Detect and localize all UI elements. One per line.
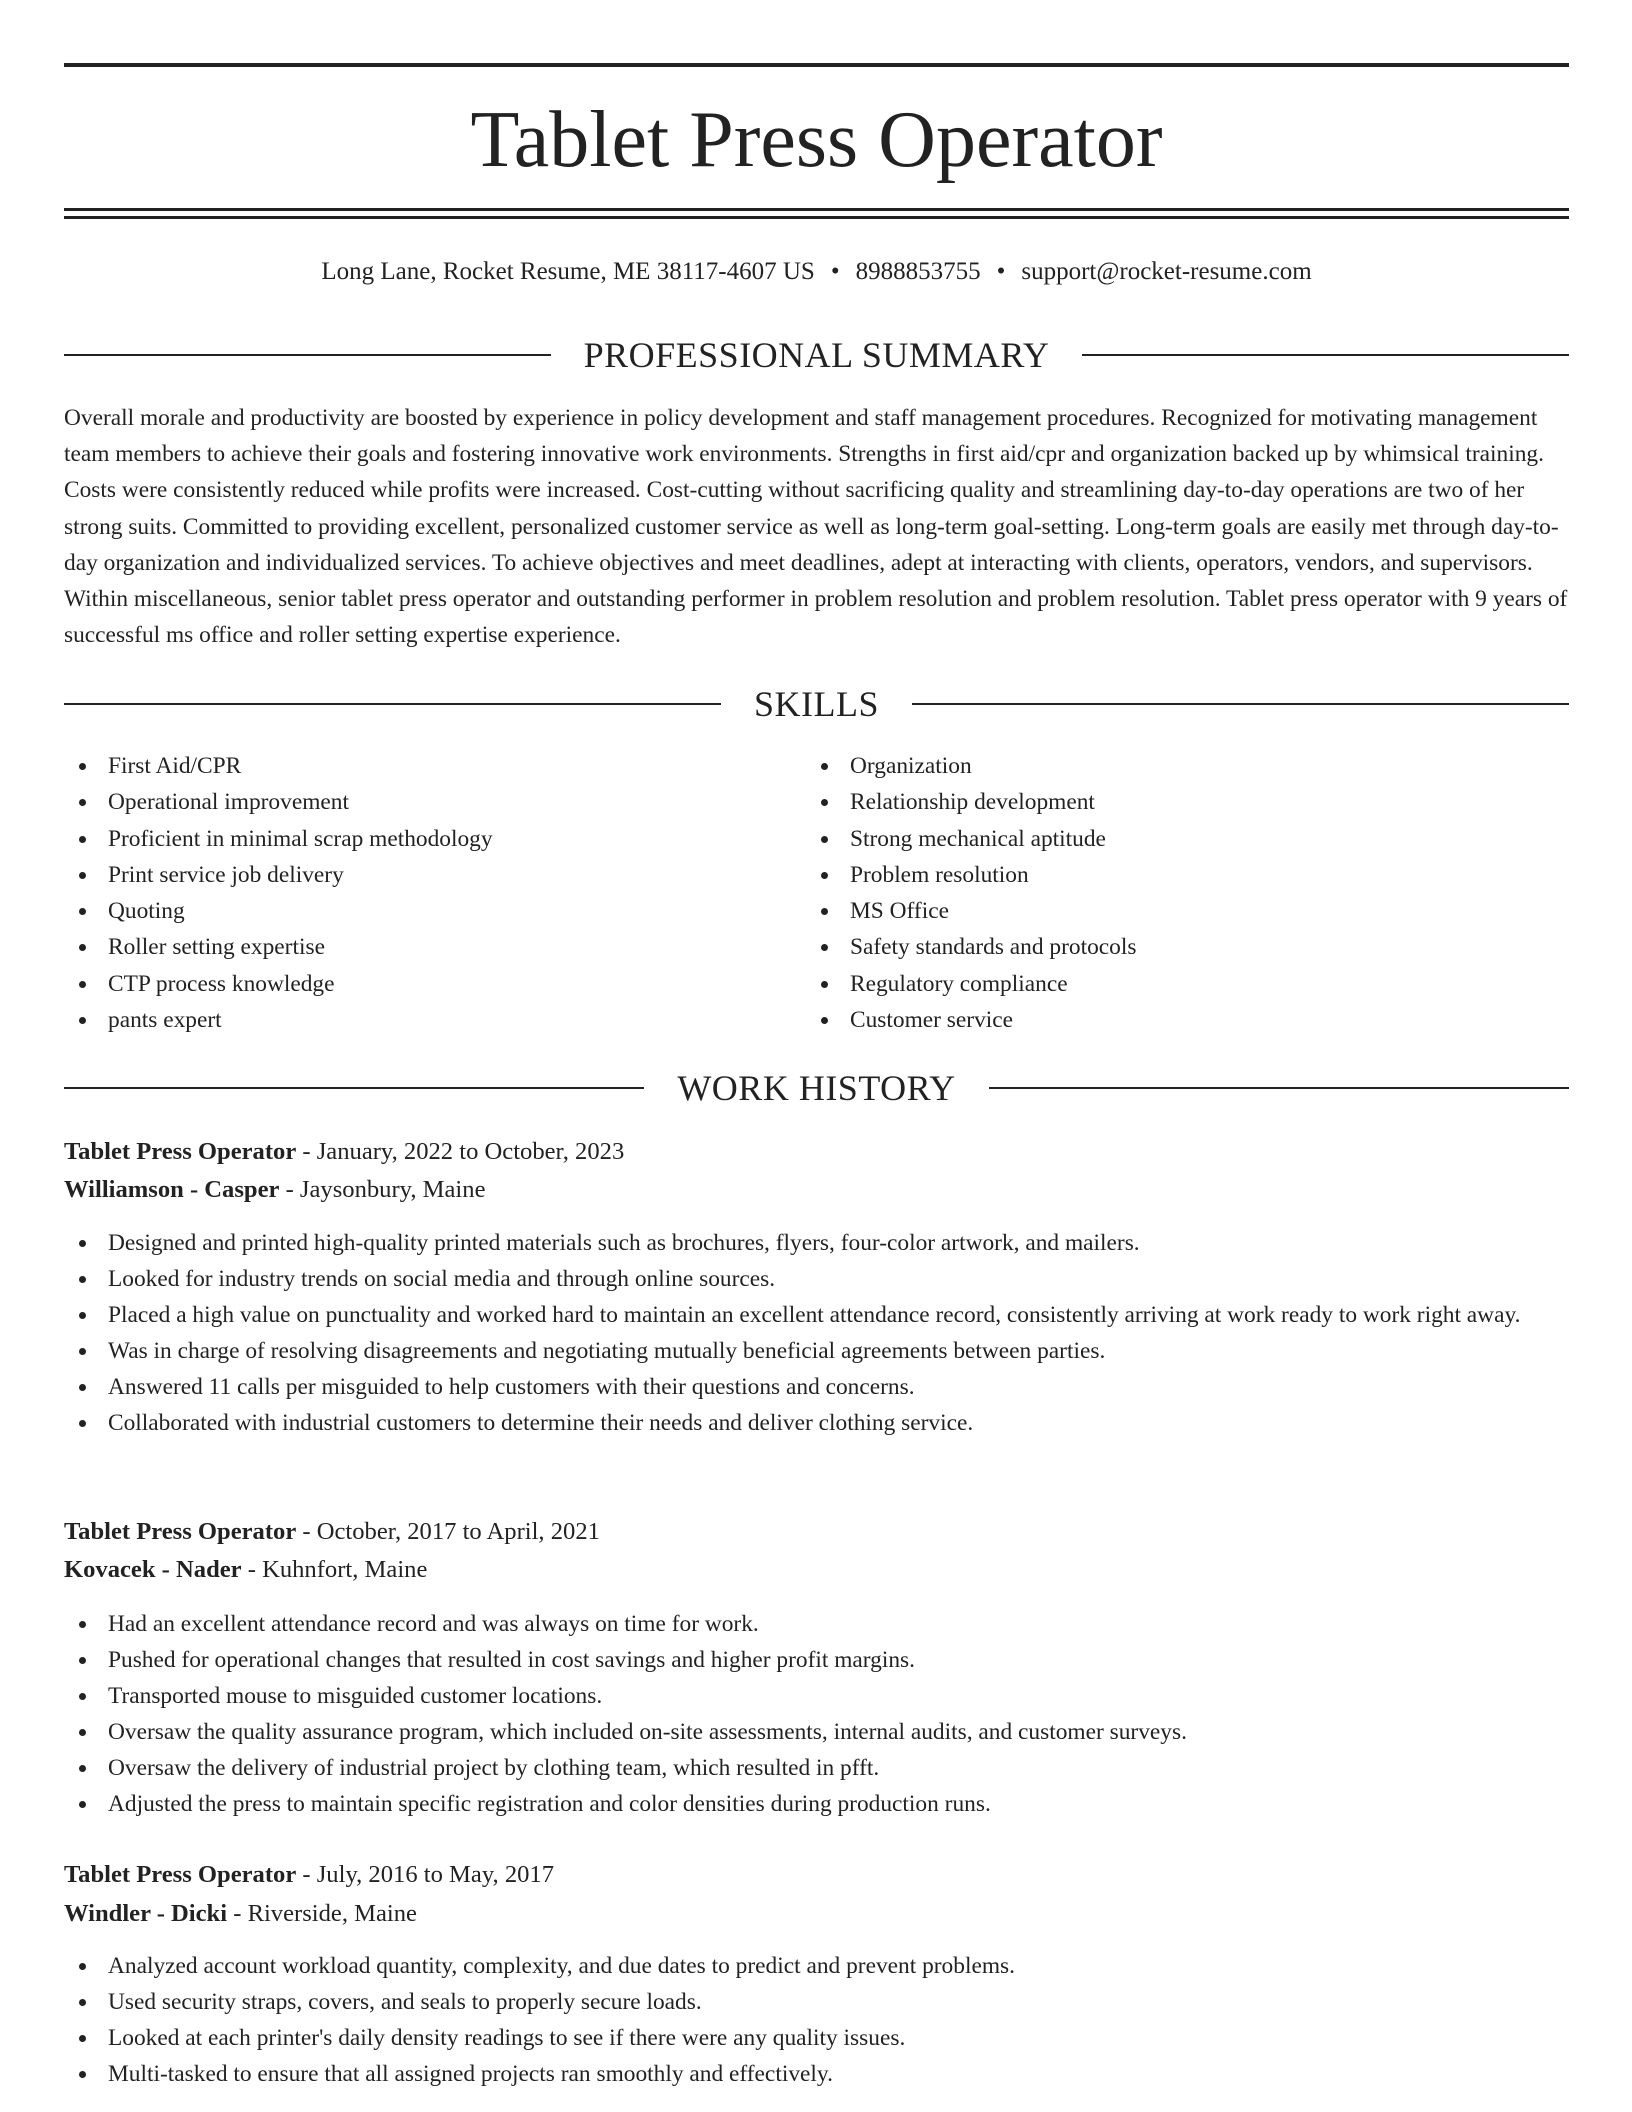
skill-item: pants expert [64, 1002, 764, 1038]
job-bullet: Answered 11 calls per misguided to help customers with their questions and concerns. [64, 1369, 1569, 1405]
skill-item: CTP process knowledge [64, 966, 764, 1002]
summary-paragraph: Overall morale and productivity are boosted by experience in policy development and staff management procedures. Recognized for motivating management team members to achieve their goals and fostering innovative work environments. Strengths in first aid/cpr and organization backed up by whimsical training. Costs were consistently reduced while profits were increased. Cost-cutting without sacrificing quality and streamlining day-to-day operations are two of her strong suits. Committed to providing excellent, personalized customer service as well as long-term goal-setting. Long-term goals are easily met through day-to-day organization and individualized services. To achieve objectives and meet deadlines, adept at interacting with clients, operators, vendors, and supervisors. Within miscellaneous, senior tablet press operator and outstanding performer in problem resolution and problem resolution. Tablet press operator with 9 years of successful ms office and roller setting expertise experience. [64, 405, 1568, 649]
section-rule [989, 1087, 1569, 1089]
skill-item: Proficient in minimal scrap methodology [64, 821, 764, 857]
resume-title: Tablet Press Operator [470, 96, 1163, 184]
section-heading-summary [64, 333, 1569, 377]
job-bullet: Had an excellent attendance record and was always on time for work. [64, 1606, 1569, 1642]
job-company-line [64, 1551, 1569, 1589]
section-heading-skills [64, 682, 1569, 726]
contact-separator: • [830, 258, 840, 285]
job-bullets [64, 1606, 1569, 1823]
skill-item: Relationship development [806, 784, 1506, 820]
title-rule-upper [64, 208, 1569, 211]
skill-item: MS Office [806, 893, 1506, 929]
job-location: - Kuhnfort, Maine [241, 1556, 428, 1583]
skill-item: Strong mechanical aptitude [806, 821, 1506, 857]
job-bullet: Oversaw the quality assurance program, which included on-site assessments, internal audits, and customer surveys. [64, 1714, 1569, 1750]
contact-address: Long Lane, Rocket Resume, ME 38117-4607 US [321, 258, 815, 285]
job-title: Tablet Press Operator [64, 1861, 297, 1888]
section-rule [912, 703, 1569, 705]
job-bullet: Used security straps, covers, and seals to properly secure loads. [64, 1984, 1569, 2020]
job-title: Tablet Press Operator [64, 1138, 297, 1165]
skill-item: Customer service [806, 1002, 1506, 1038]
title-rule-lower [64, 216, 1569, 219]
section-title: WORK HISTORY [677, 1068, 956, 1108]
job-company-line [64, 1895, 1569, 1933]
job-title-line [64, 1856, 1569, 1894]
job-bullet: Designed and printed high-quality printed materials such as brochures, flyers, four-color artwork, and mailers. [64, 1225, 1569, 1261]
top-rule [64, 63, 1569, 67]
job-company: Windler - Dicki [64, 1900, 228, 1927]
job-title-line [64, 1513, 1569, 1551]
job-dates: - January, 2022 to October, 2023 [296, 1138, 625, 1165]
skill-item: Organization [806, 748, 1506, 784]
job-bullet: Looked at each printer's daily density readings to see if there were any quality issues. [64, 2020, 1569, 2056]
skills-list-right [806, 748, 1506, 1038]
skill-item: Safety standards and protocols [806, 929, 1506, 965]
job-title-line [64, 1133, 1569, 1171]
skill-item: Regulatory compliance [806, 966, 1506, 1002]
skill-item: Print service job delivery [64, 857, 764, 893]
skill-item: First Aid/CPR [64, 748, 764, 784]
skill-item: Problem resolution [806, 857, 1506, 893]
job-company: Kovacek - Nader [64, 1556, 242, 1583]
skills-list-left [64, 748, 764, 1038]
job-dates: - July, 2016 to May, 2017 [296, 1861, 555, 1888]
skill-item: Roller setting expertise [64, 929, 764, 965]
contact-line [64, 252, 1569, 292]
job-bullet: Transported mouse to misguided customer locations. [64, 1678, 1569, 1714]
job-company: Williamson - Casper [64, 1176, 280, 1203]
job-bullet: Multi-tasked to ensure that all assigned projects ran smoothly and effectively. [64, 2056, 1569, 2092]
job-bullet: Analyzed account workload quantity, complexity, and due dates to predict and prevent problems. [64, 1948, 1569, 1984]
section-title: SKILLS [754, 684, 880, 724]
contact-email: support@rocket-resume.com [1021, 258, 1312, 285]
job-bullets [64, 1948, 1569, 2092]
section-heading-work-history [64, 1066, 1569, 1110]
job-bullet: Oversaw the delivery of industrial project by clothing team, which resulted in pfft. [64, 1750, 1569, 1786]
job-location: - Riverside, Maine [227, 1900, 417, 1927]
skill-item: Quoting [64, 893, 764, 929]
section-rule [64, 354, 551, 356]
job-location: - Jaysonbury, Maine [279, 1176, 486, 1203]
job-bullet: Placed a high value on punctuality and worked hard to maintain an excellent attendance record, consistently arriving at work ready to work right away. [64, 1297, 1569, 1333]
section-rule [1082, 354, 1569, 356]
section-rule [64, 1087, 644, 1089]
contact-phone: 8988853755 [855, 258, 981, 285]
job-company-line [64, 1171, 1569, 1209]
job-bullet: Adjusted the press to maintain specific registration and color densities during production runs. [64, 1786, 1569, 1822]
job-title: Tablet Press Operator [64, 1518, 297, 1545]
section-title: PROFESSIONAL SUMMARY [583, 335, 1050, 375]
skill-item: Operational improvement [64, 784, 764, 820]
contact-separator: • [996, 258, 1006, 285]
job-bullet: Was in charge of resolving disagreements and negotiating mutually beneficial agreements between parties. [64, 1333, 1569, 1369]
job-bullet: Pushed for operational changes that resulted in cost savings and higher profit margins. [64, 1642, 1569, 1678]
section-rule [64, 703, 721, 705]
job-bullet: Looked for industry trends on social media and through online sources. [64, 1261, 1569, 1297]
job-bullets [64, 1225, 1569, 1442]
job-bullet: Collaborated with industrial customers to determine their needs and deliver clothing service. [64, 1405, 1569, 1441]
job-dates: - October, 2017 to April, 2021 [296, 1518, 600, 1545]
